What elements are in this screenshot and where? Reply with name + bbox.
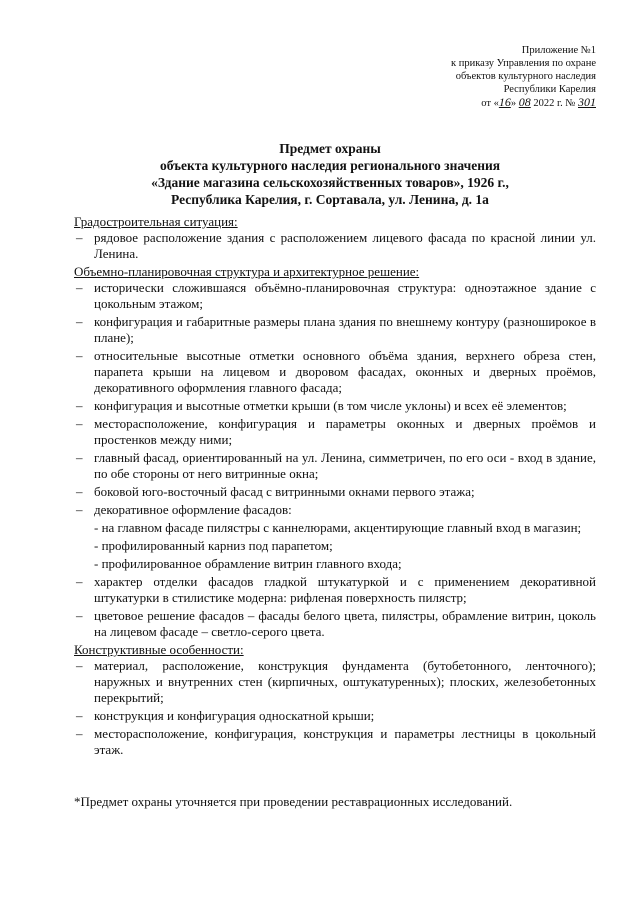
title-line-4: Республика Карелия, г. Сортавала, ул. Ленина, д. 1а xyxy=(171,192,489,207)
dash-marker: – xyxy=(76,658,83,673)
handwritten-month: 08 xyxy=(518,95,531,109)
title-line-1: Предмет охраны xyxy=(279,141,381,156)
list-item xyxy=(74,484,596,500)
dash-marker: – xyxy=(76,280,83,295)
list-item-text: конфигурация и высотные отметки крыши (в том числе уклоны) и всех её элементов; xyxy=(94,398,567,413)
section-title-urban: Градостроительная ситуация: xyxy=(74,214,238,229)
list-item-text: относительные высотные отметки основного объёма здания, верхнего обреза стен, парапета крыши на лицевом и дворовом фасадах, оконных и дверных проёмов, декоративного оформления главного фасада; xyxy=(94,348,596,395)
dash-marker: – xyxy=(76,416,83,431)
list-item xyxy=(74,708,596,724)
appendix-line-4: Республики Карелия xyxy=(503,84,596,95)
list-item-text: главный фасад, ориентированный на ул. Ленина, симметричен, по его оси - вход в здание, по обе стороны от него витринные окна; xyxy=(94,450,596,481)
handwritten-day: 16 xyxy=(498,95,511,109)
list-item xyxy=(74,608,596,640)
list-item-text: рядовое расположение здания с расположением лицевого фасада по красной линии ул. Ленина. xyxy=(94,230,596,261)
appendix-line-1: Приложение №1 xyxy=(521,45,596,56)
list-item-text: исторически сложившаяся объёмно-планировочная структура: одноэтажное здание с цокольным этажом; xyxy=(94,280,596,311)
list-item-text: месторасположение, конфигурация и параметры оконных и дверных проёмов и простенков между ними; xyxy=(94,416,596,447)
dash-marker: – xyxy=(76,314,83,329)
list-item xyxy=(74,574,596,606)
dash-marker: – xyxy=(76,574,83,589)
list-item xyxy=(74,450,596,482)
list-item xyxy=(74,658,596,706)
list-item xyxy=(74,230,596,262)
dash-marker: – xyxy=(76,726,83,741)
document-title xyxy=(70,140,590,208)
dash-marker: – xyxy=(76,398,83,413)
sub-item: - профилированное обрамление витрин главного входа; xyxy=(94,556,402,571)
date-mid: » xyxy=(510,98,519,109)
list-item-text: цветовое решение фасадов – фасады белого цвета, пилястры, обрамление витрин, цоколь на лицевом фасаде – светло-серого цвета. xyxy=(94,608,596,639)
list-item-text: материал, расположение, конструкция фундамента (бутобетонного, ленточного); наружных и внутренних стен (кирпичных, оштукатуренных); плоских, железобетонных перекрытий; xyxy=(94,658,596,705)
list-item xyxy=(74,398,596,414)
list-item xyxy=(74,348,596,396)
sub-item: - профилированный карниз под парапетом; xyxy=(94,538,333,553)
list-item-text: конструкция и конфигурация односкатной крыши; xyxy=(94,708,375,723)
list-item-text: конфигурация и габаритные размеры плана здания по внешнему контуру (разноширокое в плане); xyxy=(94,314,596,345)
sub-item: - на главном фасаде пилястры с каннелюрами, акцентирующие главный вход в магазин; xyxy=(94,520,582,535)
title-line-3: «Здание магазина сельскохозяйственных товаров», 1926 г., xyxy=(151,175,509,190)
list-item xyxy=(74,502,596,518)
handwritten-number: 301 xyxy=(578,95,596,109)
list-item-text: боковой юго-восточный фасад с витринными окнами первого этажа; xyxy=(94,484,475,499)
section-title-construction: Конструктивные особенности: xyxy=(74,642,244,657)
document-body xyxy=(74,214,596,760)
date-year: 2022 г. № xyxy=(530,98,578,109)
list-item-text: декоративное оформление фасадов: xyxy=(94,502,292,517)
section-title-planning: Объемно-планировочная структура и архитектурное решение: xyxy=(74,264,420,279)
dash-marker: – xyxy=(76,348,83,363)
list-item xyxy=(74,314,596,346)
dash-marker: – xyxy=(76,608,83,623)
title-line-2: объекта культурного наследия регионального значения xyxy=(159,158,501,173)
date-prefix: от « xyxy=(481,98,499,109)
dash-marker: – xyxy=(76,450,83,465)
appendix-header xyxy=(336,44,596,110)
dash-marker: – xyxy=(76,484,83,499)
list-item xyxy=(74,280,596,312)
dash-marker: – xyxy=(76,708,83,723)
footnote: *Предмет охраны уточняется при проведении реставрационных исследований. xyxy=(74,794,513,809)
appendix-line-2: к приказу Управления по охране xyxy=(451,58,596,69)
appendix-date-line xyxy=(336,96,596,110)
list-item-text: месторасположение, конфигурация, конструкция и параметры лестницы в цокольный этаж. xyxy=(94,726,596,757)
list-item xyxy=(74,726,596,758)
dash-marker: – xyxy=(76,502,83,517)
appendix-line-3: объектов культурного наследия xyxy=(455,71,596,82)
list-item-text: характер отделки фасадов гладкой штукатуркой и с применением декоративной штукатурки в стилистике модерна: рифленая поверхность пилястр; xyxy=(94,574,596,605)
list-item xyxy=(74,416,596,448)
dash-marker: – xyxy=(76,230,83,245)
